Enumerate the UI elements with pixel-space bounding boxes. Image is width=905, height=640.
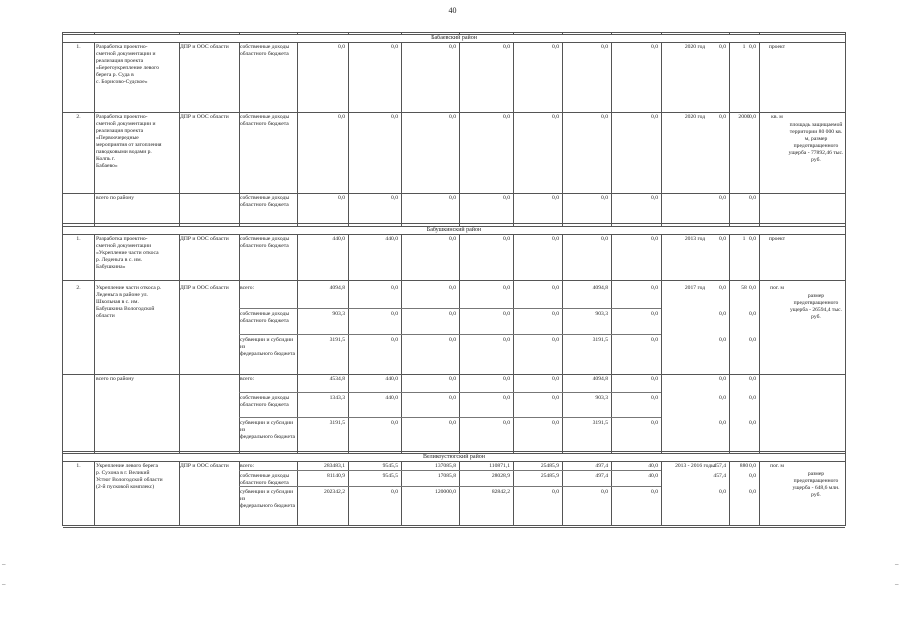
- amount-cell: 3191,5: [329, 420, 345, 426]
- amount-cell: 0,0: [601, 489, 608, 495]
- executor: ДПР и ООС области: [180, 236, 229, 242]
- amount-cell: 0,0: [552, 236, 559, 242]
- funding-source: субвенции и субсидии из федерального бюджета: [240, 489, 296, 509]
- amount-cell: 0,0: [449, 114, 456, 120]
- row-divider: [63, 374, 845, 375]
- unit: проект: [768, 44, 786, 50]
- amount-cell: 0,0: [651, 489, 658, 495]
- executor: ДПР и ООС области: [180, 44, 229, 50]
- amount-cell: 0,0: [503, 44, 510, 50]
- amount-cell: 0,0: [601, 44, 608, 50]
- row-number: 1.: [76, 463, 81, 469]
- amount-cell: 0,0: [552, 489, 559, 495]
- row-divider: [63, 193, 845, 194]
- sub-row-divider: [239, 470, 661, 471]
- funding-source: субвенции и субсидии из федерального бюджета: [240, 337, 296, 357]
- amount-cell: 4534,8: [329, 376, 345, 382]
- amount-cell: 903,3: [595, 311, 608, 317]
- unit: пог. м: [770, 463, 784, 469]
- effect-note: площадь защищаемой территории 80 000 кв. м, размер предотвращенного ущерба - 77892,46 тыс. руб.: [788, 122, 844, 163]
- amount-cell: 0,0: [601, 114, 608, 120]
- amount-cell: 0,0: [391, 44, 398, 50]
- executor: ДПР и ООС области: [180, 285, 229, 291]
- amount-cell: 0,0: [552, 337, 559, 343]
- amount-cell: 0,0: [719, 44, 726, 50]
- amount-cell: 0,0: [719, 376, 726, 382]
- amount-cell: 0,0: [651, 44, 658, 50]
- amount-cell: 9545,5: [382, 463, 398, 469]
- amount-cell: 0,0: [449, 420, 456, 426]
- amount-cell: 903,3: [595, 395, 608, 401]
- measure-name: Укрепление части откоса р. Леденьга в районе ул. Школьная в с. им. Бабушкина Вологодской области: [96, 285, 162, 319]
- measure-name: Разработка проектно- сметной документации и реализация проекта «Первоочередные мероприятия от затопления паводковыми водами р. Колпь г. Бабаево»: [96, 114, 162, 169]
- amount-cell: 40,0: [648, 463, 658, 469]
- amount-cell: 0,0: [391, 489, 398, 495]
- amount-cell: 440,0: [385, 395, 398, 401]
- row-number: 1.: [76, 44, 81, 50]
- amount-cell: 0,0: [749, 337, 756, 343]
- amount-cell: 0,0: [552, 420, 559, 426]
- sub-row-divider: [239, 334, 661, 335]
- amount-cell: 903,3: [332, 311, 345, 317]
- amount-cell: 0,0: [651, 420, 658, 426]
- amount-cell: 0,0: [749, 236, 756, 242]
- amount-cell: 25485,9: [540, 473, 559, 479]
- amount-cell: 440,0: [332, 236, 345, 242]
- quantity: 2000: [738, 114, 750, 120]
- row-divider: [63, 280, 845, 281]
- implementation-period: 2020 год: [684, 44, 706, 50]
- amount-cell: 0,0: [749, 473, 756, 479]
- amount-cell: 202342,2: [324, 489, 345, 495]
- page-number: 40: [448, 6, 457, 15]
- amount-cell: 0,0: [651, 114, 658, 120]
- funding-source: всего:: [240, 285, 255, 291]
- amount-cell: 0,0: [552, 376, 559, 382]
- amount-cell: 0,0: [719, 395, 726, 401]
- amount-cell: 0,0: [749, 395, 756, 401]
- amount-cell: 0,0: [651, 376, 658, 382]
- amount-cell: 0,0: [749, 311, 756, 317]
- amount-cell: 81140,9: [327, 473, 345, 479]
- margin-mark-left: –: [2, 560, 6, 568]
- budget-table: [62, 32, 846, 526]
- amount-cell: 40,0: [648, 473, 658, 479]
- amount-cell: 0,0: [338, 44, 345, 50]
- funding-source: собственные доходы областного бюджета: [240, 114, 290, 127]
- funding-source: собственные доходы областного бюджета: [240, 236, 290, 249]
- amount-cell: 110871,1: [489, 463, 510, 469]
- amount-cell: 440,0: [385, 376, 398, 382]
- amount-cell: 28028,9: [491, 473, 510, 479]
- funding-source: всего:: [240, 463, 255, 469]
- funding-source: собственные доходы областного бюджета: [240, 195, 290, 208]
- measure-name: Разработка проектно- сметной документации «Укрепление части откоса р. Леденьга в с. им. Бабушкина»: [96, 236, 159, 270]
- amount-cell: 0,0: [651, 195, 658, 201]
- amount-cell: 0,0: [749, 44, 756, 50]
- amount-cell: 0,0: [338, 195, 345, 201]
- amount-cell: 0,0: [651, 236, 658, 242]
- row-divider: [63, 451, 845, 452]
- margin-mark-left: –: [2, 580, 6, 588]
- amount-cell: 457,4: [713, 473, 726, 479]
- amount-cell: 0,0: [503, 337, 510, 343]
- margin-mark-right: –: [895, 580, 899, 588]
- amount-cell: 0,0: [651, 311, 658, 317]
- amount-cell: 0,0: [552, 114, 559, 120]
- amount-cell: 0,0: [391, 420, 398, 426]
- amount-cell: 0,0: [719, 236, 726, 242]
- amount-cell: 0,0: [601, 195, 608, 201]
- amount-cell: 0,0: [449, 285, 456, 291]
- amount-cell: 0,0: [749, 420, 756, 426]
- unit: кв. м: [771, 114, 783, 120]
- amount-cell: 0,0: [749, 376, 756, 382]
- section-header: Великоустюгский район: [63, 453, 845, 462]
- amount-cell: 497,4: [595, 463, 608, 469]
- amount-cell: 0,0: [749, 463, 756, 469]
- quantity: 1: [742, 236, 746, 242]
- implementation-period: 2017 год: [684, 285, 706, 291]
- effect-note: размер предотвращенного ущерба - 648,6 млн. руб.: [792, 471, 840, 498]
- executor: ДПР и ООС области: [180, 463, 229, 469]
- amount-cell: 0,0: [449, 195, 456, 201]
- amount-cell: 0,0: [449, 44, 456, 50]
- amount-cell: 0,0: [391, 285, 398, 291]
- amount-cell: 0,0: [391, 114, 398, 120]
- quantity: 1: [742, 44, 746, 50]
- funding-source: всего:: [240, 376, 255, 382]
- unit: проект: [768, 236, 786, 242]
- amount-cell: 0,0: [719, 195, 726, 201]
- amount-cell: 17085,8: [437, 473, 456, 479]
- amount-cell: 0,0: [338, 114, 345, 120]
- funding-source: собственные доходы областного бюджета: [240, 473, 290, 486]
- amount-cell: 0,0: [449, 337, 456, 343]
- quantity: 880: [739, 463, 749, 469]
- measure-name: всего по району: [96, 376, 135, 382]
- section-header: Бабаевский район: [63, 34, 845, 43]
- amount-cell: 120000,0: [435, 489, 456, 495]
- executor: ДПР и ООС области: [180, 114, 229, 120]
- amount-cell: 0,0: [391, 195, 398, 201]
- funding-source: собственные доходы областного бюджета: [240, 311, 290, 324]
- row-divider: [63, 527, 845, 528]
- amount-cell: 0,0: [503, 395, 510, 401]
- amount-cell: 497,4: [595, 473, 608, 479]
- amount-cell: 0,0: [651, 285, 658, 291]
- amount-cell: 0,0: [503, 311, 510, 317]
- amount-cell: 0,0: [503, 420, 510, 426]
- amount-cell: 4094,8: [592, 285, 608, 291]
- row-divider: [63, 112, 845, 113]
- amount-cell: 3191,5: [592, 337, 608, 343]
- amount-cell: 0,0: [391, 337, 398, 343]
- amount-cell: 0,0: [749, 114, 756, 120]
- amount-cell: 0,0: [503, 114, 510, 120]
- amount-cell: 0,0: [503, 376, 510, 382]
- amount-cell: 4094,8: [329, 285, 345, 291]
- margin-mark-right: –: [895, 560, 899, 568]
- amount-cell: 0,0: [651, 337, 658, 343]
- amount-cell: 0,0: [719, 489, 726, 495]
- amount-cell: 0,0: [552, 311, 559, 317]
- implementation-period: 2020 год: [684, 114, 706, 120]
- amount-cell: 9545,5: [382, 473, 398, 479]
- amount-cell: 0,0: [552, 285, 559, 291]
- amount-cell: 0,0: [552, 195, 559, 201]
- amount-cell: 0,0: [503, 236, 510, 242]
- amount-cell: 0,0: [719, 285, 726, 291]
- amount-cell: 0,0: [719, 311, 726, 317]
- amount-cell: 0,0: [449, 311, 456, 317]
- amount-cell: 0,0: [749, 195, 756, 201]
- amount-cell: 25485,9: [540, 463, 559, 469]
- measure-name: Разработка проектно- сметной документации и реализация проекта «Берегоукрепление левого берега р. Суда в с. Борисово-Судское»: [96, 44, 160, 85]
- sub-row-divider: [239, 417, 661, 418]
- amount-cell: 0,0: [449, 376, 456, 382]
- amount-cell: 0,0: [449, 236, 456, 242]
- amount-cell: 0,0: [719, 114, 726, 120]
- amount-cell: 0,0: [449, 395, 456, 401]
- amount-cell: 0,0: [503, 195, 510, 201]
- amount-cell: 137085,8: [435, 463, 456, 469]
- sub-row-divider: [239, 392, 661, 393]
- row-number: 2.: [76, 114, 81, 120]
- amount-cell: 0,0: [391, 311, 398, 317]
- amount-cell: 440,0: [385, 236, 398, 242]
- amount-cell: 3191,5: [592, 420, 608, 426]
- measure-name: Укрепление левого берега р. Сухона в г. Великий Устюг Вологодской области (2-й пусковой комплекс): [96, 463, 163, 490]
- amount-cell: 457,4: [713, 463, 726, 469]
- implementation-period: 2013 год: [684, 236, 706, 242]
- sub-row-divider: [239, 308, 661, 309]
- amount-cell: 0,0: [719, 420, 726, 426]
- measure-name: всего по району: [96, 195, 135, 201]
- funding-source: субвенции и субсидии из федерального бюджета: [240, 420, 296, 440]
- amount-cell: 0,0: [552, 395, 559, 401]
- amount-cell: 0,0: [601, 236, 608, 242]
- amount-cell: 3191,5: [329, 337, 345, 343]
- amount-cell: 0,0: [719, 337, 726, 343]
- row-number: 1.: [76, 236, 81, 242]
- amount-cell: 1343,3: [329, 395, 345, 401]
- amount-cell: 0,0: [749, 489, 756, 495]
- amount-cell: 4094,8: [592, 376, 608, 382]
- amount-cell: 0,0: [503, 285, 510, 291]
- amount-cell: 82842,2: [491, 489, 510, 495]
- row-divider: [63, 223, 845, 224]
- effect-note: размер предотвращенного ущерба - 26594,4 тыс. руб.: [789, 293, 843, 320]
- amount-cell: 0,0: [552, 44, 559, 50]
- row-number: 2.: [76, 285, 81, 291]
- sub-row-divider: [239, 486, 661, 487]
- funding-source: собственные доходы областного бюджета: [240, 395, 290, 408]
- quantity: 58: [741, 285, 747, 291]
- section-header: Бабушкинский район: [63, 226, 845, 235]
- amount-cell: 0,0: [651, 395, 658, 401]
- amount-cell: 0,0: [749, 285, 756, 291]
- implementation-period: 2013 - 2016 годы: [675, 463, 715, 469]
- funding-source: собственные доходы областного бюджета: [240, 44, 290, 57]
- unit: пог. м: [770, 285, 784, 291]
- amount-cell: 283483,1: [324, 463, 345, 469]
